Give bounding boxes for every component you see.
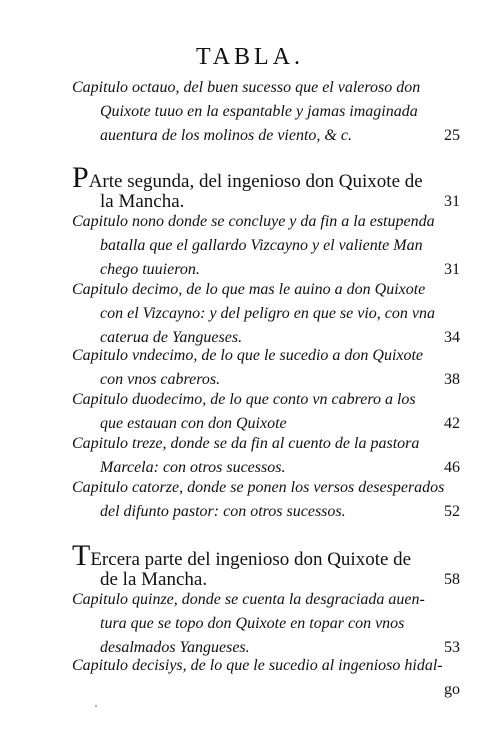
toc-entry	[72, 476, 460, 524]
entry-line: Capitulo duodecimo, de lo que conto vn cabrero a los	[72, 391, 416, 408]
entry-line: tura que se topo don Quixote en topar con vnos	[100, 615, 405, 632]
part-heading	[72, 539, 460, 592]
entry-line	[72, 678, 460, 702]
page-number: 31	[444, 193, 460, 210]
entry-line: Capitulo vndecimo, de lo que le sucedio a don Quixote	[72, 347, 424, 364]
entry-line: batalla que el gallardo Vizcayno y el valiente Man	[100, 237, 423, 254]
drop-cap: P	[72, 161, 89, 194]
part-line-text: Ercera parte del ingenioso don Quixote de	[90, 549, 412, 570]
part-line-text: la Mancha.	[100, 191, 185, 212]
part-line	[72, 161, 460, 194]
entry-line: Quixote tuuo en la espantable y jamas imaginada	[100, 103, 418, 120]
page-number: 34	[444, 329, 460, 346]
toc-entry	[72, 654, 460, 702]
entry-line: Capitulo catorze, donde se ponen los versos desesperados	[72, 479, 445, 496]
entry-line: con el Vizcayno: y del peligro en que se vio, con vna	[100, 305, 435, 322]
part-heading	[72, 161, 460, 214]
drop-cap: T	[72, 539, 91, 572]
catchword: go	[444, 681, 460, 698]
part-line-text: Arte segunda, del ingenioso don Quixote de	[88, 171, 423, 192]
page-number: 42	[444, 415, 460, 432]
page-number: 25	[444, 127, 460, 144]
toc-entry	[72, 344, 460, 392]
entry-line: Capitulo quinze, donde se cuenta la desgraciada auen-	[72, 591, 425, 608]
page-heading: TABLA.	[195, 44, 305, 70]
entry-line-text: desalmados Yangueses.	[100, 639, 250, 656]
entry-line: Capitulo decimo, de lo que mas le auino a don Quixote	[72, 281, 426, 298]
part-line	[72, 539, 460, 572]
entry-line-text: auentura de los molinos de viento, & c.	[100, 127, 352, 144]
entry-line-text: con vnos cabreros.	[100, 371, 221, 388]
entry-line: Capitulo nono donde se concluye y da fin a la estupenda	[72, 213, 435, 230]
page-number: 46	[444, 459, 460, 476]
toc-entry	[72, 388, 460, 436]
page-number: 52	[444, 503, 460, 520]
entry-line	[72, 124, 460, 148]
part-line-text: de la Mancha.	[100, 569, 208, 590]
page-number: 38	[444, 371, 460, 388]
toc-entry	[72, 588, 460, 660]
entry-line-text: Marcela: con otros sucessos.	[100, 459, 286, 476]
toc-entry	[72, 76, 460, 148]
entry-line-text: chego tuuieron.	[100, 261, 200, 278]
page-number: 53	[444, 639, 460, 656]
ink-speck	[95, 705, 97, 707]
toc-entry	[72, 210, 460, 282]
entry-line: Capitulo treze, donde se da fin al cuento de la pastora	[72, 435, 420, 452]
entry-line-text: que estauan con don Quixote	[100, 415, 287, 432]
entry-line	[72, 500, 460, 524]
page-number: 31	[444, 261, 460, 278]
entry-line: Capitulo octauo, del buen sucesso que el valeroso don	[72, 79, 421, 96]
entry-line-text: del difunto pastor: con otros sucessos.	[100, 503, 346, 520]
page-number: 58	[444, 571, 460, 588]
entry-line-text: caterua de Yangueses.	[100, 329, 243, 346]
toc-entry	[72, 432, 460, 480]
toc-entry	[72, 278, 460, 350]
entry-line: Capitulo decisiys, de lo que le sucedio al ingenioso hidal-	[72, 657, 443, 674]
